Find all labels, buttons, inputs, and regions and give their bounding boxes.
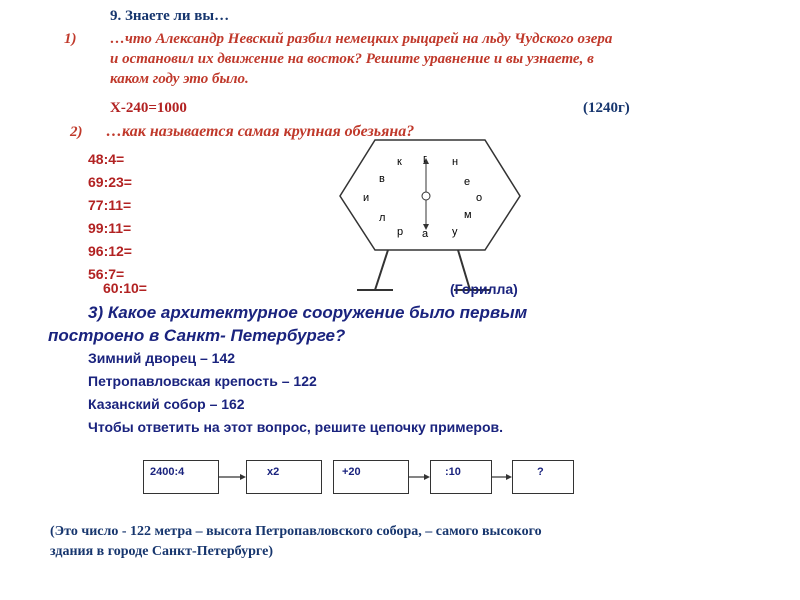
chain-arrow-2-head [424,474,430,480]
q3-instruction: Чтобы ответить на этот вопрос, решите цепочку примеров. [88,419,504,435]
option-peter-paul-fortress: Петропавловская крепость – 122 [88,373,317,389]
chain-label-2: х2 [267,466,280,478]
example-1: 48:4= [88,151,125,167]
chain-arrow-1-head [240,474,246,480]
letter-g: г [423,153,428,165]
q1-line-3: каком году это было. [110,71,249,87]
chain-arrow-3-head [506,474,512,480]
example-4: 99:11= [88,220,132,236]
q1-equation: Х-240=1000 [110,100,187,116]
chain-label-1: 2400:4 [150,466,185,478]
letter-m: м [464,209,472,221]
letter-i: и [363,192,370,204]
q1-number: 1) [64,31,77,47]
letter-e: е [464,176,471,188]
letter-v: в [379,173,385,185]
letter-o: о [476,192,483,204]
q1-line-2: и остановил их движение на восток? Решите уравнение и вы узнаете, в [110,51,594,67]
q1-line-1: …что Александр Невский разбил немецких рыцарей на льду Чудского озера [110,31,613,47]
example-6: 56:7= [88,266,125,282]
example-7: 60:10= [103,280,147,296]
letter-n: н [452,156,459,168]
footer-line-1: (Это число - 122 метра – высота Петропавловского собора, – самого высокого [50,524,542,539]
option-winter-palace: Зимний дворец – 142 [88,350,236,366]
chain-label-4: :10 [445,466,461,478]
letter-r: р [397,226,404,238]
q3-line-1: 3) Какое архитектурное сооружение было первым [88,303,528,322]
footer-line-2: здания в городе Санкт-Петербурге) [50,544,273,559]
q2-number: 2) [70,124,83,140]
page-title: 9. Знаете ли вы… [110,8,230,24]
q1-answer: (1240г) [583,100,630,116]
chain-label-5: ? [537,466,544,478]
example-2: 69:23= [88,174,132,190]
letter-a: а [422,228,429,240]
q2-question: …как называется самая крупная обезьяна? [106,123,415,140]
option-kazan-cathedral: Казанский собор – 162 [88,396,245,412]
example-5: 96:12= [88,243,132,259]
letter-u: у [452,226,458,238]
letter-l: л [379,212,386,224]
letter-k: к [397,156,402,168]
example-3: 77:11= [88,197,132,213]
q2-answer: (Горилла) [450,281,518,297]
chain-label-3: +20 [342,466,361,478]
q3-line-2: построено в Санкт- Петербурге? [48,326,346,345]
